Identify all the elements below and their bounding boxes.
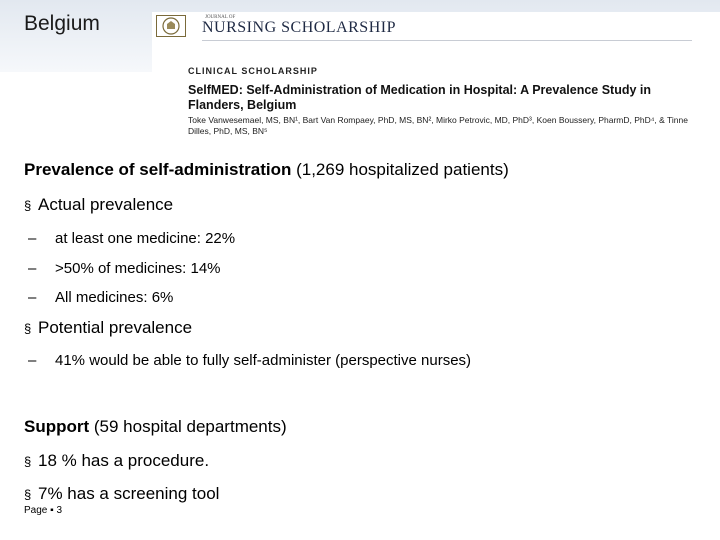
sub-item bbox=[28, 352, 471, 369]
article-header-image bbox=[152, 12, 720, 148]
sub-item bbox=[28, 289, 173, 306]
bullet-label: 7% has a screening tool bbox=[38, 484, 220, 503]
bullet-label: Potential prevalence bbox=[38, 318, 193, 337]
bullet-support-item bbox=[24, 484, 219, 504]
sub-item-text: at least one medicine: 22% bbox=[55, 230, 236, 247]
support-heading-rest: (59 hospital departments) bbox=[89, 417, 287, 436]
dash-marker: – bbox=[28, 289, 37, 306]
dash-marker: – bbox=[28, 352, 37, 369]
paper-authors: Toke Vanwesemael, MS, BN¹, Bart Van Rompaey, PhD, MS, BN², Mirko Petrovic, MD, PhD³, Koen Boussery, PharmD, PhD⁴, & Tinne Dilles, PhD, MS, BN⁵ bbox=[188, 115, 688, 136]
sub-item-text: >50% of medicines: 14% bbox=[55, 260, 221, 277]
prevalence-heading-rest: (1,269 hospitalized patients) bbox=[291, 160, 509, 179]
journal-seal-logo bbox=[156, 15, 186, 37]
sub-item bbox=[28, 260, 221, 277]
bullet-label: 18 % has a procedure. bbox=[38, 451, 210, 470]
sub-item-text: All medicines: 6% bbox=[55, 289, 174, 306]
slide-title: Belgium bbox=[24, 12, 100, 35]
bullet-support-item bbox=[24, 451, 209, 471]
page-number: Page ▪ 3 bbox=[24, 505, 63, 516]
bullet-marker: § bbox=[24, 321, 32, 336]
bullet-marker: § bbox=[24, 198, 32, 213]
bullet-marker: § bbox=[24, 487, 32, 502]
bullet-label: Actual prevalence bbox=[38, 195, 174, 214]
sub-item bbox=[28, 230, 235, 247]
support-heading-bold: Support bbox=[24, 417, 90, 436]
journal-prefix: JOURNAL OF bbox=[205, 15, 236, 20]
sub-item-text: 41% would be able to fully self-administer (perspective nurses) bbox=[55, 352, 472, 369]
paper-title: SelfMED: Self-Administration of Medication in Hospital: A Prevalence Study in Flanders, Belgium bbox=[188, 83, 652, 112]
prevalence-heading-bold: Prevalence of self-administration bbox=[24, 160, 292, 179]
dash-marker: – bbox=[28, 260, 37, 277]
journal-name: NURSING SCHOLARSHIP bbox=[202, 19, 396, 36]
article-section: CLINICAL SCHOLARSHIP bbox=[188, 66, 318, 76]
journal-divider bbox=[202, 40, 692, 41]
support-heading bbox=[24, 417, 287, 437]
dash-marker: – bbox=[28, 230, 37, 247]
bullet-potential-prevalence bbox=[24, 318, 192, 338]
bullet-actual-prevalence bbox=[24, 195, 173, 215]
prevalence-heading bbox=[24, 160, 509, 180]
bullet-marker: § bbox=[24, 454, 32, 469]
